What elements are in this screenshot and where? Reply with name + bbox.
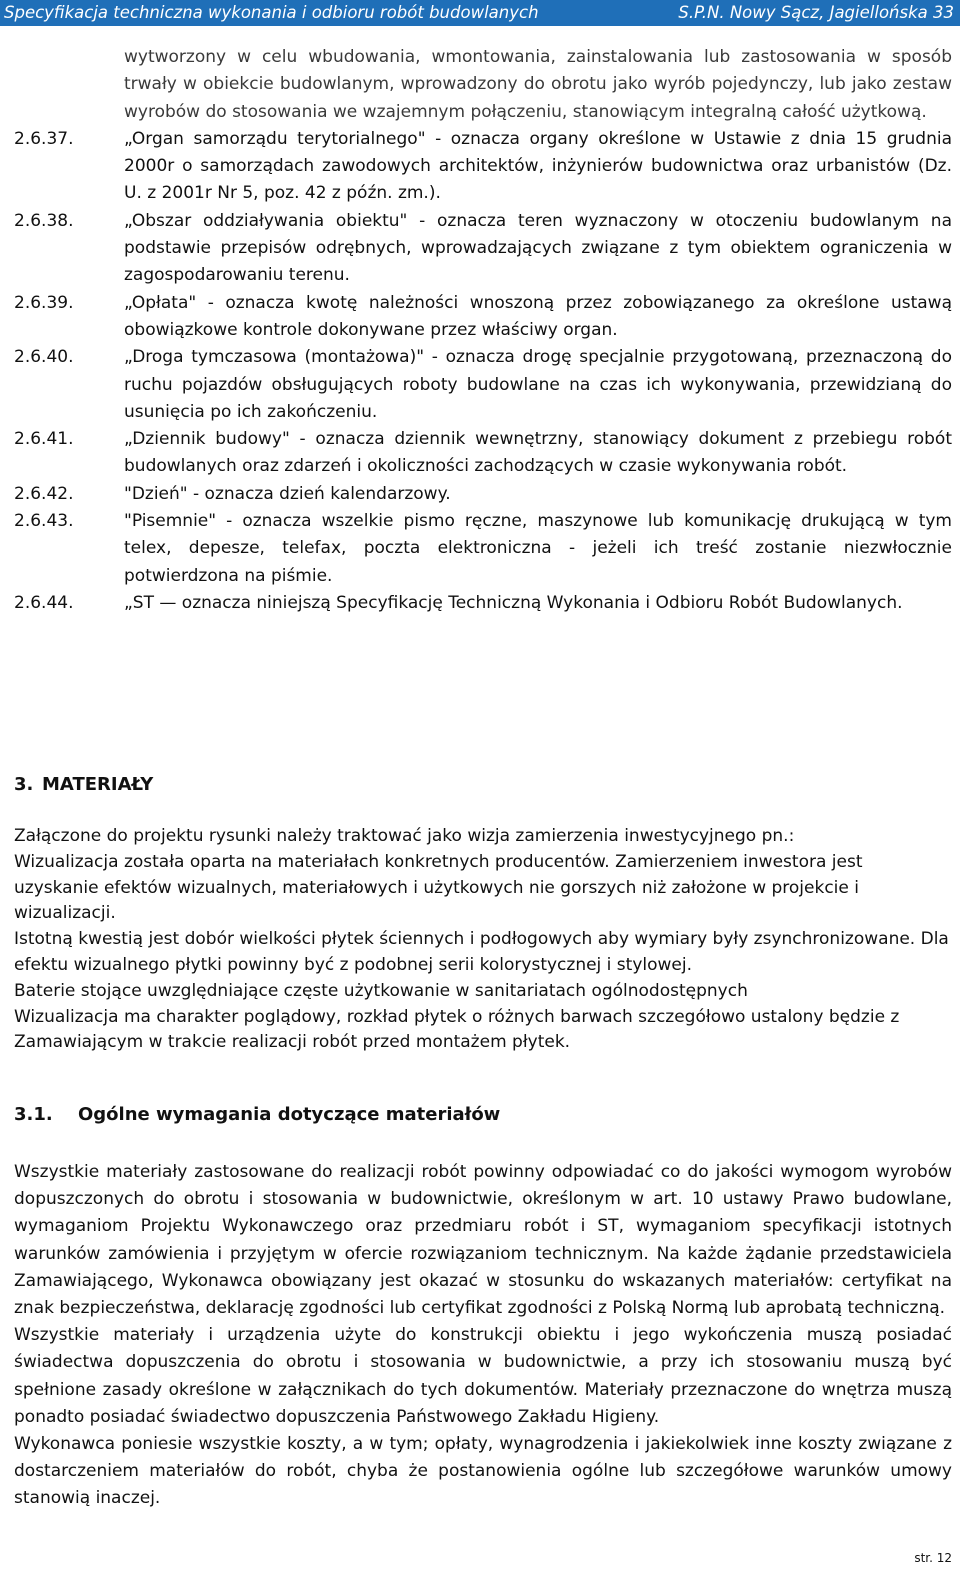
paragraph: Wszystkie materiały i urządzenia użyte do konstrukcji obiektu i jego wykończenia muszą posiadać świadectwa dopuszczenia do obrotu i stosowania w budownictwie, a przy ich stosowaniu muszą być spełnione zasady określone w załącznikach do tych dokumentów. Materiały przeznaczone do wnętrza muszą ponadto posiadać świadectwo dopuszczenia Państwowego Zakładu Higieny. [14,1325,952,1427]
section-heading-general-requirements [14,1104,500,1125]
definition-text: „Organ samorządu terytorialnego" - oznacza organy określone w Ustawie z dnia 15 grudnia 2000r o samorządach zawodowych architektów, inżynierów budownictwa oraz urbanistów (Dz. U. z 2001r Nr 5, poz. 42 z późn. zm.). [124,128,952,204]
definition-text: "Pisemnie" - oznacza wszelkie pismo ręczne, maszynowe lub komunikację drukującą w tym telex, depesze, telefax, poczta elektroniczna - jeżeli ich treść zostanie niezwłocznie potwierdzona na piśmie. [124,511,952,586]
paragraph: Wizualizacja ma charakter poglądowy, rozkład płytek o różnych barwach szczegółowo ustalony będzie z Zamawiającym w trakcie realizacji robót przed montażem płytek. [14,1006,900,1053]
section-general-requirements-body [14,1159,952,1513]
definition-number: 2.6.37. [14,128,74,149]
paragraph: Wykonawca poniesie wszystkie koszty, a w tym; opłaty, wynagrodzenia i jakiekolwiek inne koszty związane z dostarczeniem materiałów do robót, chyba że postanowienia ogólne lub szczegółowe warunków umowy stanowią inaczej. [14,1434,952,1509]
section-title: MATERIAŁY [42,774,154,795]
definition-item [14,126,952,208]
paragraph: Istotną kwestią jest dobór wielkości płytek ściennych i podłogowych aby wymiary były zsynchronizowane. Dla efektu wizualnego płytki powinny być z podobnej serii kolorystycznej i stylowej. [14,929,949,975]
definition-item [14,590,952,617]
definition-text: „Opłata" - oznacza kwotę należności wnoszoną przez zobowiązanego za określone ustawą obowiązkowe kontrole dokonywane przez właściwy organ. [124,292,952,340]
section-number: 3.1. [14,1104,53,1125]
definition-item [14,426,952,481]
header-location: S.P.N. Nowy Sącz, Jagiellońska 33 [678,3,954,22]
header-document-title: Specyfikacja techniczna wykonania i odbioru robót budowlanych [4,3,539,22]
definition-text: „ST — oznacza niniejszą Specyfikację Techniczną Wykonania i Odbioru Robót Budowlanych. [124,592,903,613]
definition-number: 2.6.38. [14,210,74,231]
definition-item [14,508,952,590]
definition-text: „Obszar oddziaływania obiektu" - oznacza teren wyznaczony w otoczeniu budowlanym na podstawie przepisów odrębnych, wprowadzających związane z tym obiektem ograniczenia w zagospodarowaniu terenu. [124,210,952,286]
page-number: str. 12 [914,1551,952,1565]
section-heading-materials [14,774,153,795]
definition-number: 2.6.42. [14,483,74,504]
section-title: Ogólne wymagania dotyczące materiałów [78,1104,501,1125]
definition-item [14,208,952,290]
definition-text: „Droga tymczasowa (montażowa)" - oznacza drogę specjalnie przygotowaną, przeznaczoną do ruchu pojazdów obsługujących roboty budowlane na czas ich wykonywania, przewidzianą do usunięcia po ich zakończeniu. [124,347,952,422]
definitions-list [14,44,952,617]
paragraph: Baterie stojące uwzględniające częste użytkowanie w sanitariatach ogólnodostępnych [14,980,748,1001]
section-materials-body [14,824,952,1056]
paragraph: Załączone do projektu rysunki należy traktować jako wizja zamierzenia inwestycyjnego pn.: [14,826,795,846]
definition-number: 2.6.39. [14,292,74,313]
definition-number: 2.6.43. [14,511,74,532]
definition-continuation: wytworzony w celu wbudowania, wmontowania, zainstalowania lub zastosowania w sposób trwały w obiekcie budowlanym, wprowadzony do obrotu jako wyrób pojedynczy, lub jako zestaw wyrobów do stosowania we wzajemnym połączeniu, stanowiącym integralną całość użytkową. [124,47,952,122]
definition-item [14,481,952,508]
definition-item [14,290,952,345]
paragraph: Wszystkie materiały zastosowane do realizacji robót powinny odpowiadać co do jakości wymogom wyrobów dopuszczonych do obrotu i stosowania w budownictwie, określonym w art. 10 ustawy Prawo budowlane, wymaganiom Projektu Wykonawczego oraz przedmiaru robót i ST, wymaganiom specyfikacji istotnych warunków zamówienia i przyjętym w ofercie rozwiązaniom technicznym. Na każde żądanie przedstawiciela Zamawiającego, Wykonawca obowiązany jest okazać w stosunku do wskazanych materiałów: certyfikat na znak bezpieczeństwa, deklarację zgodności lub certyfikat zgodności z Polską Normą lub aprobatą techniczną. [14,1162,952,1319]
definition-text: "Dzień" - oznacza dzień kalendarzowy. [124,483,451,504]
definition-number: 2.6.41. [14,429,74,450]
definition-text: „Dziennik budowy" - oznacza dziennik wewnętrzny, stanowiący dokument z przebiegu robót budowlanych oraz zdarzeń i okoliczności zachodzących w czasie wykonywania robót. [124,429,952,477]
definition-item [14,344,952,426]
paragraph: Wizualizacja została oparta na materiałach konkretnych producentów. Zamierzeniem inwestora jest uzyskanie efektów wizualnych, materiałowych i użytkowych nie gorszych niż założone w projekcie i wizualizacji. [14,851,863,924]
page-header [0,0,960,26]
definition-number: 2.6.44. [14,592,74,613]
definition-number: 2.6.40. [14,347,74,368]
section-number: 3. [14,774,34,795]
